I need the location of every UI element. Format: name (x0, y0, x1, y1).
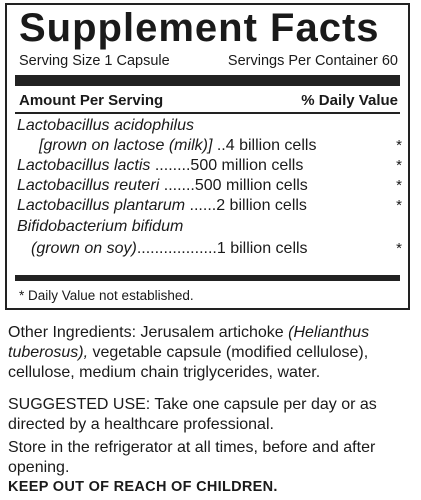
ingredient-detail: [grown on lactose (milk)] ..4 billion cells (39, 137, 317, 154)
storage-instructions: Store in the refrigerator at all times, before and after opening. (8, 439, 376, 476)
dv-marker: * (396, 197, 402, 214)
thick-divider (15, 75, 400, 86)
ingredient-row: Lactobacillus lactis ........500 million cells (17, 157, 304, 174)
supplement-facts-panel (5, 3, 410, 310)
daily-value-header: % Daily Value (301, 92, 398, 109)
ingredient-name: Bifidobacterium bifidum (17, 218, 184, 235)
amount-per-serving-header: Amount Per Serving (19, 92, 164, 109)
dv-marker: * (396, 240, 402, 257)
serving-size: Serving Size 1 Capsule (19, 53, 170, 69)
ingredient-detail: (grown on soy)..................1 billion cells (31, 240, 308, 257)
footnote-divider (15, 275, 400, 281)
ingredient-row: Lactobacillus plantarum ......2 billion cells (17, 197, 307, 214)
ingredient-line1: Lactobacillus acidophilus (17, 117, 194, 134)
panel-title: Supplement Facts (19, 6, 380, 50)
ingredient-name (17, 116, 194, 136)
dv-marker: * (396, 137, 402, 154)
header-divider (15, 112, 400, 114)
footnote: * Daily Value not established. (19, 288, 194, 303)
dv-marker: * (396, 157, 402, 174)
servings-per-container: Servings Per Container 60 (227, 53, 398, 69)
children-warning: KEEP OUT OF REACH OF CHILDREN. (8, 479, 278, 495)
ingredient-row: Lactobacillus reuteri .......500 million cells (17, 177, 308, 194)
dv-marker: * (396, 177, 402, 194)
other-ingredients: Other Ingredients: Jerusalem artichoke (Helianthus tuberosus), vegetable capsule (modified cellulose), cellulose, medium chain triglycerides, water. (8, 324, 370, 381)
suggested-use: SUGGESTED USE: Take one capsule per day or as directed by a healthcare professional. (8, 396, 377, 433)
